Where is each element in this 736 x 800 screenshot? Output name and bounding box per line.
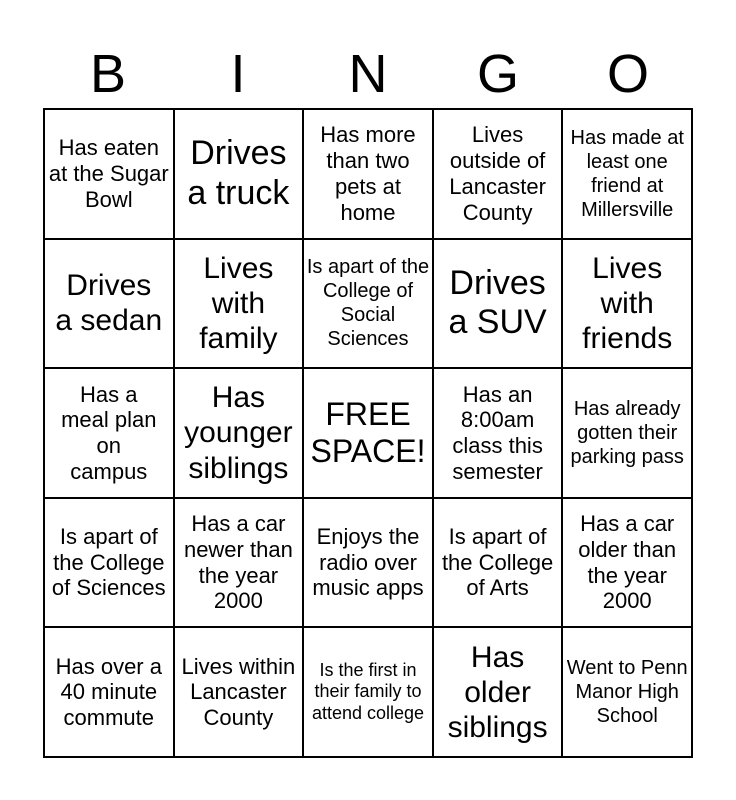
bingo-cell[interactable] xyxy=(45,628,175,758)
cell-text: Is apart of the College of Sciences xyxy=(51,523,166,601)
cell-text: Has a meal plan on campus xyxy=(61,381,157,484)
cell-text: Has over a 40 minute commute xyxy=(55,653,162,731)
bingo-cell[interactable] xyxy=(45,240,175,370)
header-letter-i: I xyxy=(230,44,246,104)
cell-text: Drives a truck xyxy=(187,134,290,212)
bingo-cell[interactable] xyxy=(563,240,693,370)
bingo-cell[interactable] xyxy=(434,499,564,629)
bingo-cell[interactable] xyxy=(304,240,434,370)
bingo-cell[interactable] xyxy=(563,110,693,240)
bingo-cell[interactable] xyxy=(175,369,305,499)
bingo-cell[interactable] xyxy=(563,369,693,499)
bingo-grid xyxy=(43,108,693,758)
cell-text: Has a car older than the year 2000 xyxy=(578,511,677,614)
bingo-cell[interactable] xyxy=(175,240,305,370)
bingo-header xyxy=(43,40,693,108)
cell-text: Has made at least one friend at Millersville xyxy=(570,126,684,221)
bingo-cell[interactable] xyxy=(304,628,434,758)
bingo-cell[interactable] xyxy=(45,499,175,629)
bingo-cell[interactable] xyxy=(304,110,434,240)
bingo-cell[interactable] xyxy=(175,628,305,758)
cell-text: FREE SPACE! xyxy=(310,395,426,469)
cell-text: Has already gotten their parking pass xyxy=(570,397,684,468)
header-letter-n: N xyxy=(348,44,388,104)
bingo-cell[interactable] xyxy=(434,240,564,370)
bingo-cell[interactable] xyxy=(304,369,434,499)
bingo-cell[interactable] xyxy=(434,369,564,499)
cell-text: Went to Penn Manor High School xyxy=(566,657,688,728)
bingo-cell[interactable] xyxy=(563,628,693,758)
cell-text: Lives outside of Lancaster County xyxy=(449,122,546,225)
cell-text: Has more than two pets at home xyxy=(320,122,416,225)
bingo-cell[interactable] xyxy=(434,628,564,758)
cell-text: Is the first in their family to attend college xyxy=(311,659,425,723)
cell-text: Lives with friends xyxy=(582,251,673,355)
cell-text: Has older siblings xyxy=(447,640,548,744)
cell-text: Enjoys the radio over music apps xyxy=(312,523,424,601)
bingo-cell[interactable] xyxy=(304,499,434,629)
cell-text: Lives with family xyxy=(199,251,278,355)
header-letter-g: G xyxy=(476,44,519,104)
cell-text: Drives a sedan xyxy=(55,269,163,338)
cell-text: Is apart of the College of Arts xyxy=(441,523,554,601)
bingo-cell[interactable] xyxy=(45,110,175,240)
cell-text: Lives within Lancaster County xyxy=(181,653,296,731)
bingo-cell[interactable] xyxy=(45,369,175,499)
cell-text: Has younger siblings xyxy=(184,381,293,485)
cell-text: Has an 8:00am class this semester xyxy=(452,381,543,484)
cell-text: Drives a SUV xyxy=(448,263,547,342)
cell-text: Is apart of the College of Social Sciences xyxy=(306,256,430,351)
bingo-cell[interactable] xyxy=(434,110,564,240)
bingo-cell[interactable] xyxy=(175,110,305,240)
cell-text: Has eaten at the Sugar Bowl xyxy=(48,135,169,212)
cell-text: Has a car newer than the year 2000 xyxy=(183,511,293,614)
header-letter-b: B xyxy=(89,44,127,104)
header-letter-o: O xyxy=(606,44,649,104)
bingo-cell[interactable] xyxy=(563,499,693,629)
bingo-cell[interactable] xyxy=(175,499,305,629)
